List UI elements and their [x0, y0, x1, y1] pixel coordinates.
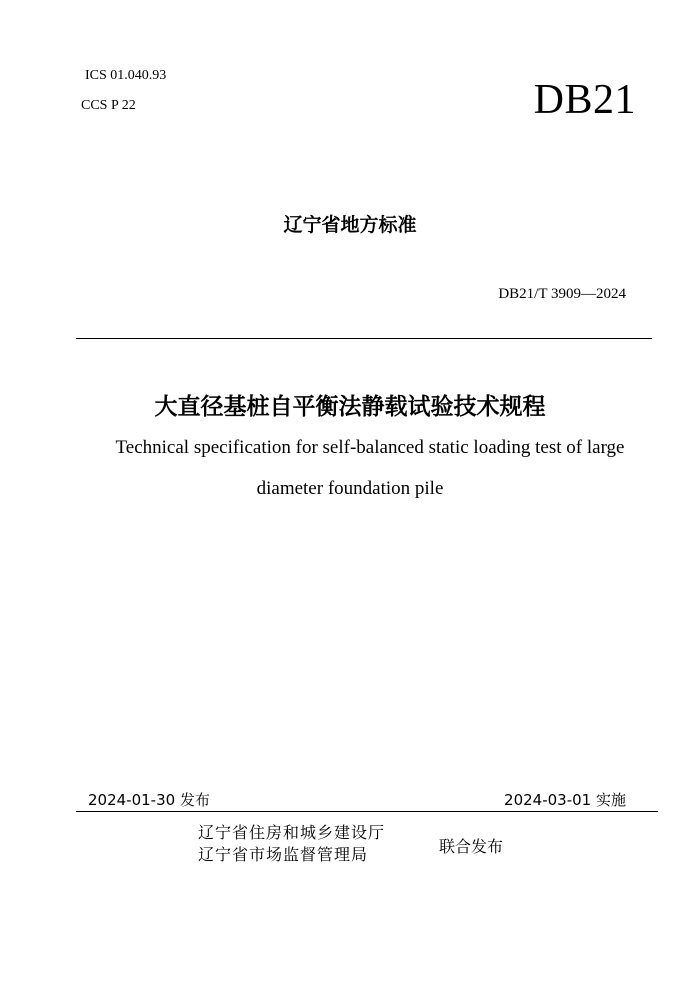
standard-code: DB21 — [533, 77, 636, 123]
implementation-date: 2024-03-01 实施 — [504, 791, 626, 809]
divider-bottom — [76, 811, 658, 812]
ics-code: ICS 01.040.93 — [85, 68, 167, 83]
divider-top — [76, 338, 652, 339]
standard-type: 辽宁省地方标准 — [283, 214, 417, 236]
issue-date: 2024-01-30 发布 — [88, 791, 210, 809]
ccs-code: CCS P 22 — [81, 98, 136, 113]
issuers-block — [198, 822, 385, 866]
title-chinese: 大直径基桩自平衡法静载试验技术规程 — [154, 394, 546, 420]
joint-release-label: 联合发布 — [439, 837, 504, 856]
title-english-line2: diameter foundation pile — [256, 478, 444, 499]
title-english-line1: Technical specification for self-balanced static loading test of large — [115, 437, 625, 458]
issuer-housing-dept: 辽宁省住房和城乡建设厅 — [198, 823, 386, 842]
issuer-market-admin: 辽宁省市场监督管理局 — [198, 845, 369, 864]
standard-number: DB21/T 3909—2024 — [498, 286, 626, 302]
